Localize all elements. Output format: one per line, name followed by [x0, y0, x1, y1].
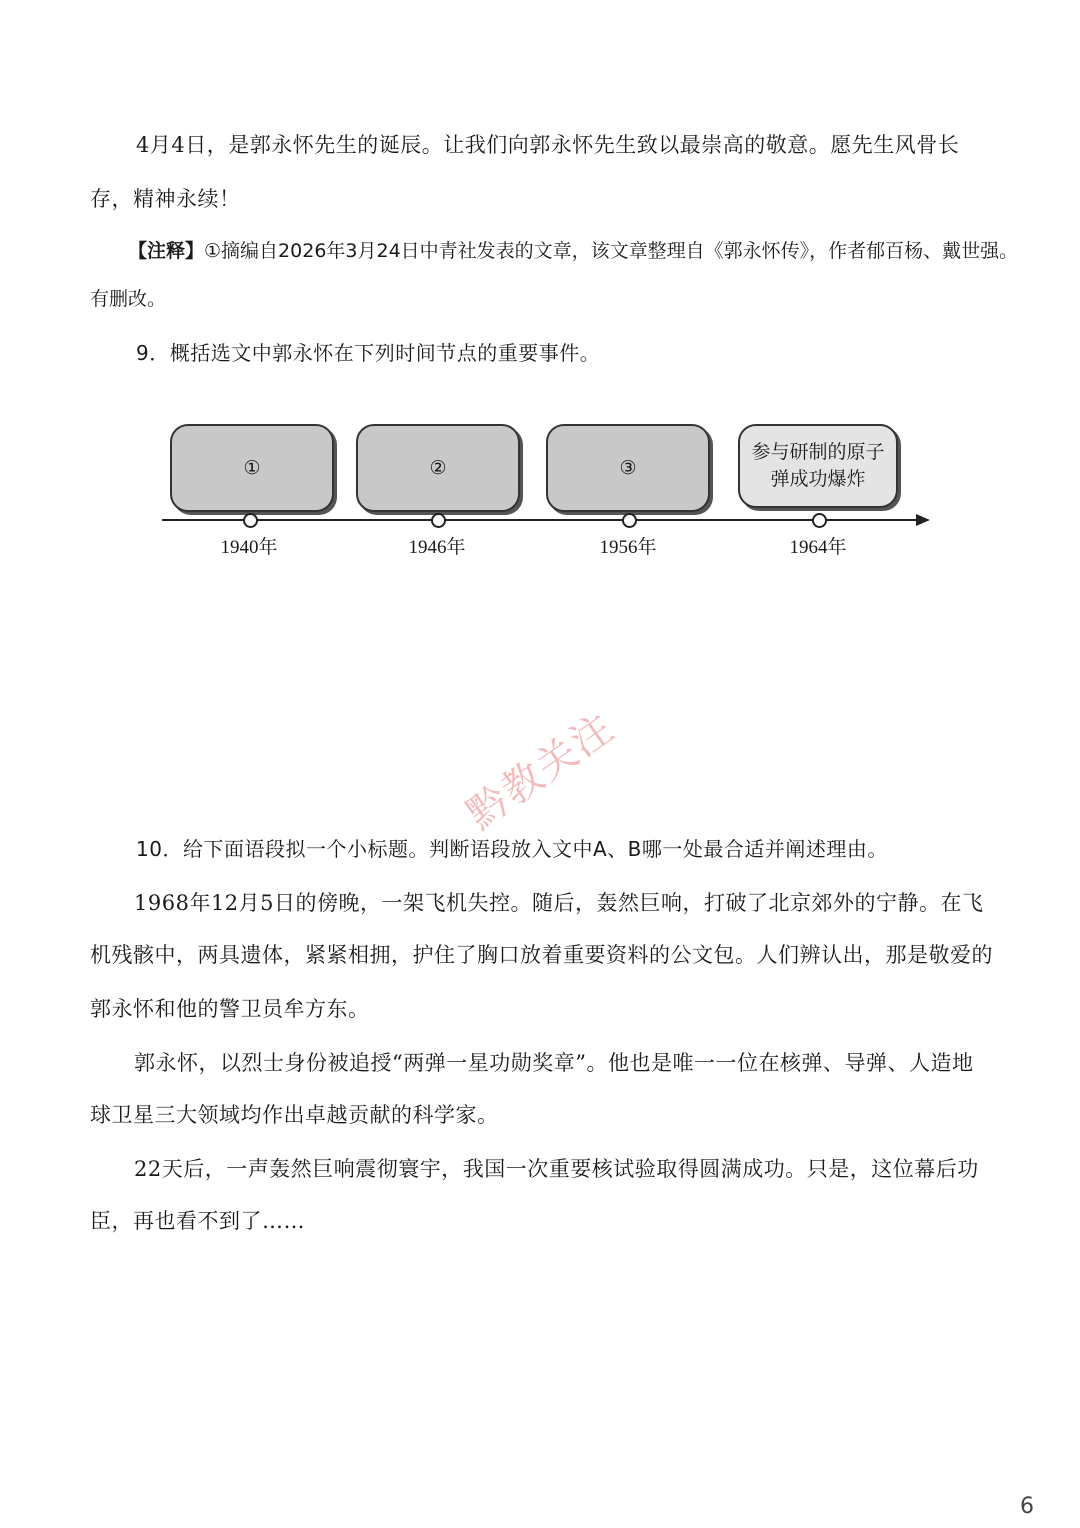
timeline-year-4: 1964年 — [789, 537, 847, 558]
event-box-3 — [546, 424, 710, 512]
event-box-2 — [356, 424, 520, 512]
event-label-2: ② — [429, 456, 447, 479]
watermark: 黔教关注 — [459, 704, 624, 839]
q10-paragraph-1-line-3: 郭永怀和他的警卫员牟方东。 — [90, 997, 370, 1021]
q10-paragraph-2-line-2: 球卫星三大领域均作出卓越贡献的科学家。 — [90, 1103, 499, 1127]
q10-paragraph-1-line-1: 1968年12月5日的傍晚，一架飞机失控。随后，轰然巨响，打破了北京郊外的宁静。在飞 — [134, 891, 984, 915]
timeline-node-2 — [431, 513, 446, 528]
question-9: 9．概括选文中郭永怀在下列时间节点的重要事件。 — [136, 341, 601, 365]
note-text: ①摘编自2026年3月24日中青社发表的文章，该文章整理自《郭永怀传》，作者郁百杨、戴世强。 — [204, 240, 1019, 262]
timeline-year-1: 1940年 — [220, 537, 278, 558]
event-box-1 — [170, 424, 334, 512]
event-label-1: ① — [243, 456, 261, 479]
timeline-year-2: 1946年 — [408, 537, 466, 558]
timeline-year-3: 1956年 — [599, 537, 657, 558]
timeline-diagram — [150, 410, 950, 570]
timeline-node-4 — [812, 513, 827, 528]
closing-line-1: 4月4日，是郭永怀先生的诞辰。让我们向郭永怀先生致以最崇高的敬意。愿先生风骨长 — [136, 133, 960, 157]
q10-paragraph-1-line-2: 机残骸中，两具遗体，紧紧相拥，护住了胸口放着重要资料的公文包。人们辨认出，那是敬爱的 — [90, 943, 993, 967]
timeline-axis — [162, 519, 920, 521]
note-line-1 — [128, 236, 1018, 266]
closing-line-2: 存，精神永续！ — [90, 187, 241, 211]
q10-paragraph-3-line-2: 臣，再也看不到了…… — [90, 1209, 305, 1233]
timeline-node-1 — [243, 513, 258, 528]
note-line-2: 有删改。 — [90, 288, 167, 310]
q10-paragraph-3-line-1: 22天后，一声轰然巨响震彻寰宇，我国一次重要核试验取得圆满成功。只是，这位幕后功 — [134, 1157, 979, 1181]
event-label-3: ③ — [619, 456, 637, 479]
event-label-4: 参与研制的原子弹成功爆炸 — [751, 441, 885, 490]
question-10: 10．给下面语段拟一个小标题。判断语段放入文中A、B哪一处最合适并阐述理由。 — [136, 837, 888, 861]
page-number: 6 — [1020, 1494, 1034, 1519]
q10-paragraph-2-line-1: 郭永怀，以烈士身份被追授“两弹一星功勋奖章”。他也是唯一一位在核弹、导弹、人造地 — [134, 1051, 974, 1075]
note-label: 【注释】 — [128, 240, 205, 262]
event-box-4 — [738, 424, 898, 508]
timeline-node-3 — [622, 513, 637, 528]
timeline-arrow-icon — [916, 514, 930, 526]
